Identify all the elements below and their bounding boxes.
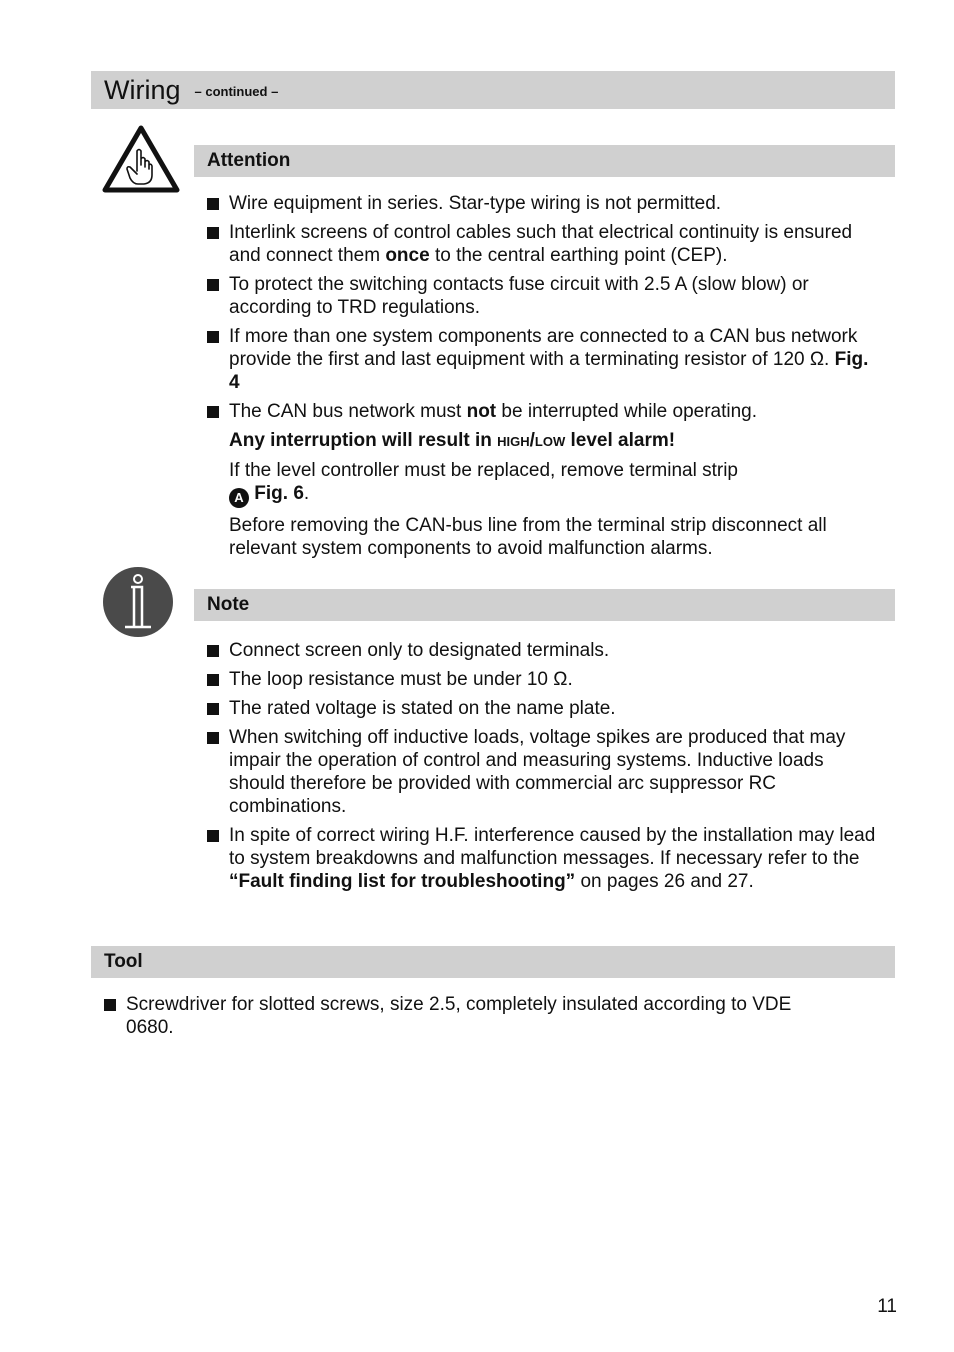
bullet-icon <box>207 674 219 686</box>
list-item: The loop resistance must be under 10 Ω. <box>207 668 877 691</box>
list-item: Interlink screens of control cables such that electrical continuity is ensured and connect them once to the central earthing point (CEP). <box>207 221 877 267</box>
attention-bar <box>194 145 895 177</box>
bullet-icon <box>207 830 219 842</box>
page-title-text: Wiring <box>104 75 181 105</box>
list-item: Connect screen only to designated terminals. <box>207 639 877 662</box>
bullet-icon <box>207 227 219 239</box>
warning-hand-icon <box>102 125 180 193</box>
list-item: If more than one system components are connected to a CAN bus network provide the first and last equipment with a terminating resistor of 120 Ω. Fig. 4 <box>207 325 877 394</box>
list-item: Screwdriver for slotted screws, size 2.5, completely insulated according to VDE 0680. <box>104 993 824 1039</box>
bullet-icon <box>207 198 219 210</box>
page-subtitle: – continued – <box>194 83 279 99</box>
bullet-icon <box>207 406 219 418</box>
replace-instruction: If the level controller must be replaced, remove terminal strip A Fig. 6. <box>207 459 877 508</box>
attention-list <box>207 192 877 566</box>
note-title: Note <box>207 594 250 615</box>
list-item: Wire equipment in series. Star-type wiring is not permitted. <box>207 192 877 215</box>
bullet-icon <box>104 999 116 1011</box>
info-icon <box>101 566 175 638</box>
list-item: When switching off inductive loads, voltage spikes are produced that may impair the operation of control and measuring systems. Inductive loads should therefore be provided with commercial arc suppressor RC combinations. <box>207 726 877 818</box>
list-item: To protect the switching contacts fuse circuit with 2.5 A (slow blow) or according to TRD regulations. <box>207 273 877 319</box>
note-list <box>207 639 877 899</box>
list-item: The CAN bus network must not be interrupted while operating. <box>207 400 877 423</box>
alarm-warning: Any interruption will result in HIGH/LOW level alarm! <box>229 430 676 451</box>
list-item: The rated voltage is stated on the name plate. <box>207 697 877 720</box>
note-bar <box>194 589 895 621</box>
page-title <box>104 72 278 108</box>
tool-title: Tool <box>104 951 143 972</box>
bullet-icon <box>207 645 219 657</box>
before-instruction: Before removing the CAN-bus line from the terminal strip disconnect all relevant system components to avoid malfunction alarms. <box>229 515 827 559</box>
bullet-icon <box>207 732 219 744</box>
tool-list <box>104 993 824 1045</box>
attention-title: Attention <box>207 150 291 171</box>
tool-bar <box>91 946 895 978</box>
bullet-icon <box>207 279 219 291</box>
list-item: In spite of correct wiring H.F. interference caused by the installation may lead to system breakdowns and malfunction messages. If necessary refer to the “Fault finding list for troubleshooting” on pages 26 and 27. <box>207 824 877 893</box>
page-number: 11 <box>877 1296 897 1317</box>
bullet-icon <box>207 331 219 343</box>
terminal-a-badge: A <box>229 488 249 508</box>
bullet-icon <box>207 703 219 715</box>
